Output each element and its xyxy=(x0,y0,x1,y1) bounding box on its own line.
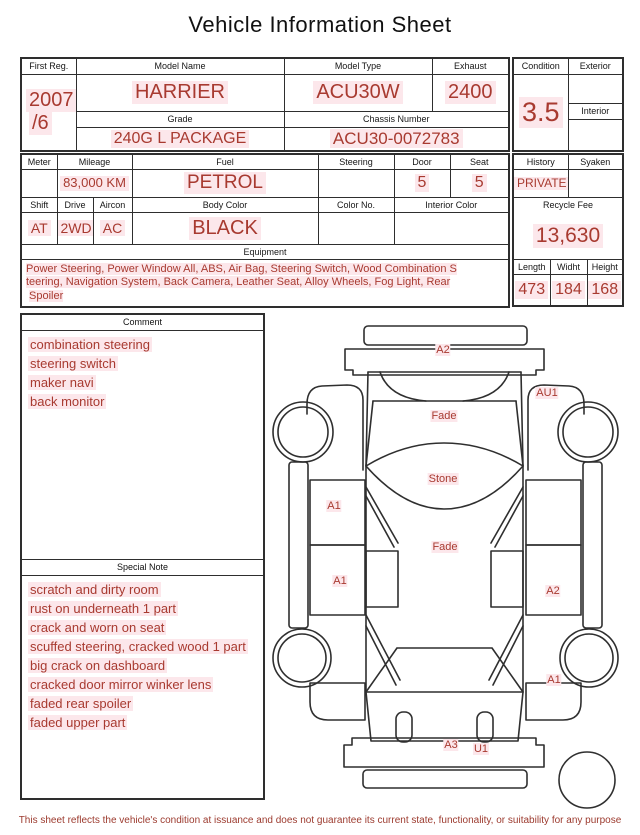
model-name-label: Model Name xyxy=(76,58,284,74)
left-front-door xyxy=(310,480,365,545)
disclaimer-text: This sheet reflects the vehicle's condition at issuance and does not guarantee its current state, functionality, or suitability for any purpose xyxy=(18,815,622,826)
exhaust-value: 2400 xyxy=(432,74,509,111)
steering-label: Steering xyxy=(318,154,394,169)
meter-value xyxy=(21,169,57,197)
marker-roof-stone: Stone xyxy=(428,473,458,485)
marker-windshield-fade: Fade xyxy=(431,410,457,422)
aircon-value: AC xyxy=(93,212,132,244)
equipment-value: Power Steering, Power Window All, ABS, Air Bag, Steering Switch, Wood Combination S teering, Navigation System, Back Camera, Leather Seat, Alloy Wheels, Fog Light, Rear Spoiler xyxy=(21,259,509,307)
chassis-number-value: ACU30-0072783 xyxy=(284,127,509,151)
exhaust-label: Exhaust xyxy=(432,58,509,74)
first-reg-month: /6 xyxy=(29,112,52,135)
left-front-fender xyxy=(307,385,363,470)
interior-label: Interior xyxy=(568,103,623,119)
body-color-value: BLACK xyxy=(132,212,318,244)
width-value: 184 xyxy=(550,274,587,306)
syaken-label: Syaken xyxy=(568,154,623,169)
right-front-door xyxy=(526,480,581,545)
front-bumper-top xyxy=(364,326,527,345)
syaken-value xyxy=(568,169,623,197)
exterior-label: Exterior xyxy=(568,58,623,74)
interior-color-value xyxy=(394,212,509,244)
first-reg-value xyxy=(21,74,76,151)
comment-header: Comment xyxy=(22,315,263,331)
drive-label: Drive xyxy=(57,197,93,212)
first-reg-label: First Reg. xyxy=(21,58,76,74)
model-type-value: ACU30W xyxy=(284,74,432,111)
special-note-header: Special Note xyxy=(22,559,263,576)
interior-color-label: Interior Color xyxy=(394,197,509,212)
model-type-label: Model Type xyxy=(284,58,432,74)
fuel-label: Fuel xyxy=(132,154,318,169)
detail-table xyxy=(20,153,510,308)
color-no-value xyxy=(318,212,394,244)
headlight-right xyxy=(463,372,509,401)
seat-value: 5 xyxy=(450,169,509,197)
body-color-label: Body Color xyxy=(132,197,318,212)
marker-left-front-door: A1 xyxy=(327,500,341,512)
steering-value xyxy=(318,169,394,197)
spec-table xyxy=(20,57,510,152)
left-front-wheel xyxy=(273,402,333,462)
trunk-panel xyxy=(366,692,523,741)
right-rear-door xyxy=(526,545,581,615)
spare-tire xyxy=(559,752,615,808)
mileage-value: 83,000 KM xyxy=(57,169,132,197)
right-rear-fender xyxy=(526,683,581,720)
right-rear-wheel xyxy=(560,629,618,687)
door-value: 5 xyxy=(394,169,450,197)
special-note-text: scratch and dirty room rust on underneath 1 part crack and worn on seat scuffed steering, cracked wood 1 part big crack on dashboard cracked door mirror winker lens faded rear spoiler faded upper part xyxy=(30,582,246,730)
shift-value: AT xyxy=(21,212,57,244)
left-sill xyxy=(289,462,308,628)
marker-left-rear-door: A1 xyxy=(333,575,347,587)
car-diagram xyxy=(266,315,640,811)
length-value: 473 xyxy=(513,274,550,306)
marker-front-bumper: A2 xyxy=(436,344,450,356)
chassis-number-label: Chassis Number xyxy=(284,111,509,127)
comment-text: combination steering steering switch maker navi back monitor xyxy=(30,337,150,409)
recycle-fee-label: Recycle Fee xyxy=(513,197,623,213)
left-rear-wheel xyxy=(273,629,331,687)
marker-right-rear-door: A2 xyxy=(546,585,560,597)
recycle-fee-value: 13,630 xyxy=(513,213,623,259)
first-reg-year: 2007 xyxy=(26,89,76,112)
marker-rear-bumper-u1: U1 xyxy=(473,743,489,755)
comment-box xyxy=(20,313,265,800)
equipment-label: Equipment xyxy=(21,244,509,259)
rear-bumper-bottom xyxy=(363,770,527,788)
condition-label: Condition xyxy=(513,58,568,74)
right-sill xyxy=(583,462,602,628)
meter-label: Meter xyxy=(21,154,57,169)
condition-panel xyxy=(512,57,624,152)
marker-rear-bumper-a3: A3 xyxy=(444,739,458,751)
drive-value: 2WD xyxy=(57,212,93,244)
history-panel xyxy=(512,153,624,307)
history-label: History xyxy=(513,154,568,169)
door-label: Door xyxy=(394,154,450,169)
length-label: Length xyxy=(513,259,550,274)
marker-right-front-fender: AU1 xyxy=(536,387,558,399)
seat-label: Seat xyxy=(450,154,509,169)
history-value: PRIVATE xyxy=(513,169,568,197)
page-title: Vehicle Information Sheet xyxy=(188,12,452,37)
marker-rear-roof-fade: Fade xyxy=(432,541,458,553)
width-label: Widht xyxy=(550,259,587,274)
shift-label: Shift xyxy=(21,197,57,212)
condition-value: 3.5 xyxy=(513,74,568,151)
height-label: Height xyxy=(587,259,623,274)
exterior-value xyxy=(568,74,623,103)
model-name-value: HARRIER xyxy=(76,74,284,111)
right-front-wheel xyxy=(558,402,618,462)
left-rear-fender xyxy=(310,683,365,720)
headlight-left xyxy=(380,372,426,401)
interior-value xyxy=(568,119,623,151)
color-no-label: Color No. xyxy=(318,197,394,212)
height-value: 168 xyxy=(587,274,623,306)
grade-label: Grade xyxy=(76,111,284,127)
marker-right-rear-wheel: A1 xyxy=(547,674,561,686)
mileage-label: Mileage xyxy=(57,154,132,169)
grade-value: 240G L PACKAGE xyxy=(76,127,284,151)
fuel-value: PETROL xyxy=(132,169,318,197)
aircon-label: Aircon xyxy=(93,197,132,212)
